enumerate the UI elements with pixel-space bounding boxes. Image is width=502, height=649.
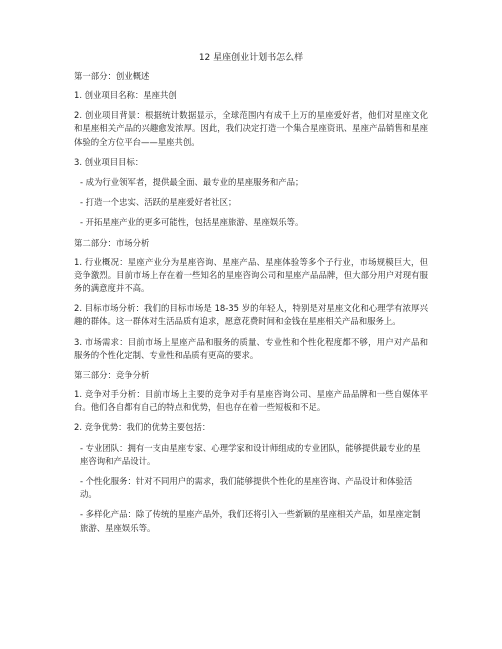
bullet-advantage-team: - 专业团队：拥有一支由星座专家、心理学家和设计师组成的专业团队，能够提供最专业的星座咨询和产品设计。: [80, 442, 421, 466]
paragraph-project-name: 1. 创业项目名称：星座共创: [74, 90, 177, 100]
bullet-advantage-personalization: - 个性化服务：针对不同用户的需求，我们能够提供个性化的星座咨询、产品设计和体验活动。: [80, 476, 413, 500]
paragraph-project-background: 2. 创业项目背景：根据统计数据显示，全球范围内有成千上万的星座爱好者，他们对星座文化和星座相关产品的兴趣愈发浓厚。因此，我们决定打造一个集合星座资讯、星座产品销售和星座体验的全方位平台——星座共创。: [74, 110, 428, 147]
paragraph-target-market: 2. 目标市场分析：我们的目标市场是 18-35 岁的年轻人，特别是对星座文化和心理学有浓厚兴趣的群体。这一群体对生活品质有追求，愿意花费时间和金钱在星座相关产品和服务上。: [74, 303, 428, 327]
section-heading-market: 第二部分：市场分析: [74, 237, 150, 248]
paragraph-industry-overview: 1. 行业概况：星座产业分为星座咨询、星座产品、星座体验等多个子行业，市场规模巨大，但竞争激烈。目前市场上存在着一些知名的星座咨询公司和星座产品品牌，但大部分用户对现有服务的满意度并不高。: [74, 256, 428, 294]
document-title: 12 星座创业计划书怎么样: [198, 53, 304, 63]
paragraph-project-goals: 3. 创业项目目标：: [74, 156, 144, 167]
section-heading-overview: 第一部分：创业概述: [74, 71, 150, 81]
paragraph-market-demand: 3. 市场需求：目前市场上星座产品和服务的质量、专业性和个性化程度都不够，用户对产品和服务的个性化定制、专业性和品质有更高的要求。: [74, 336, 428, 360]
paragraph-competitor-analysis: 1. 竞争对手分析：目前市场上主要的竞争对手有星座咨询公司、星座产品品牌和一些自媒体平台。他们各自都有自己的特点和优势，但也存在着一些短板和不足。: [74, 389, 428, 413]
bullet-advantage-products: - 多样化产品：除了传统的星座产品外，我们还将引入一些新颖的星座相关产品，如星座定制旅游、星座娱乐等。: [80, 509, 421, 533]
section-heading-competition: 第三部分：竞争分析: [74, 370, 150, 381]
bullet-goal-community: - 打造一个忠实、活跃的星座爱好者社区；: [80, 197, 237, 208]
paragraph-competitive-advantage: 2. 竞争优势：我们的优势主要包括：: [74, 422, 211, 433]
bullet-goal-leader: - 成为行业领军者，提供最全面、最专业的星座服务和产品；: [80, 177, 304, 188]
bullet-goal-expansion: - 开拓星座产业的更多可能性，包括星座旅游、星座娱乐等。: [80, 217, 304, 228]
